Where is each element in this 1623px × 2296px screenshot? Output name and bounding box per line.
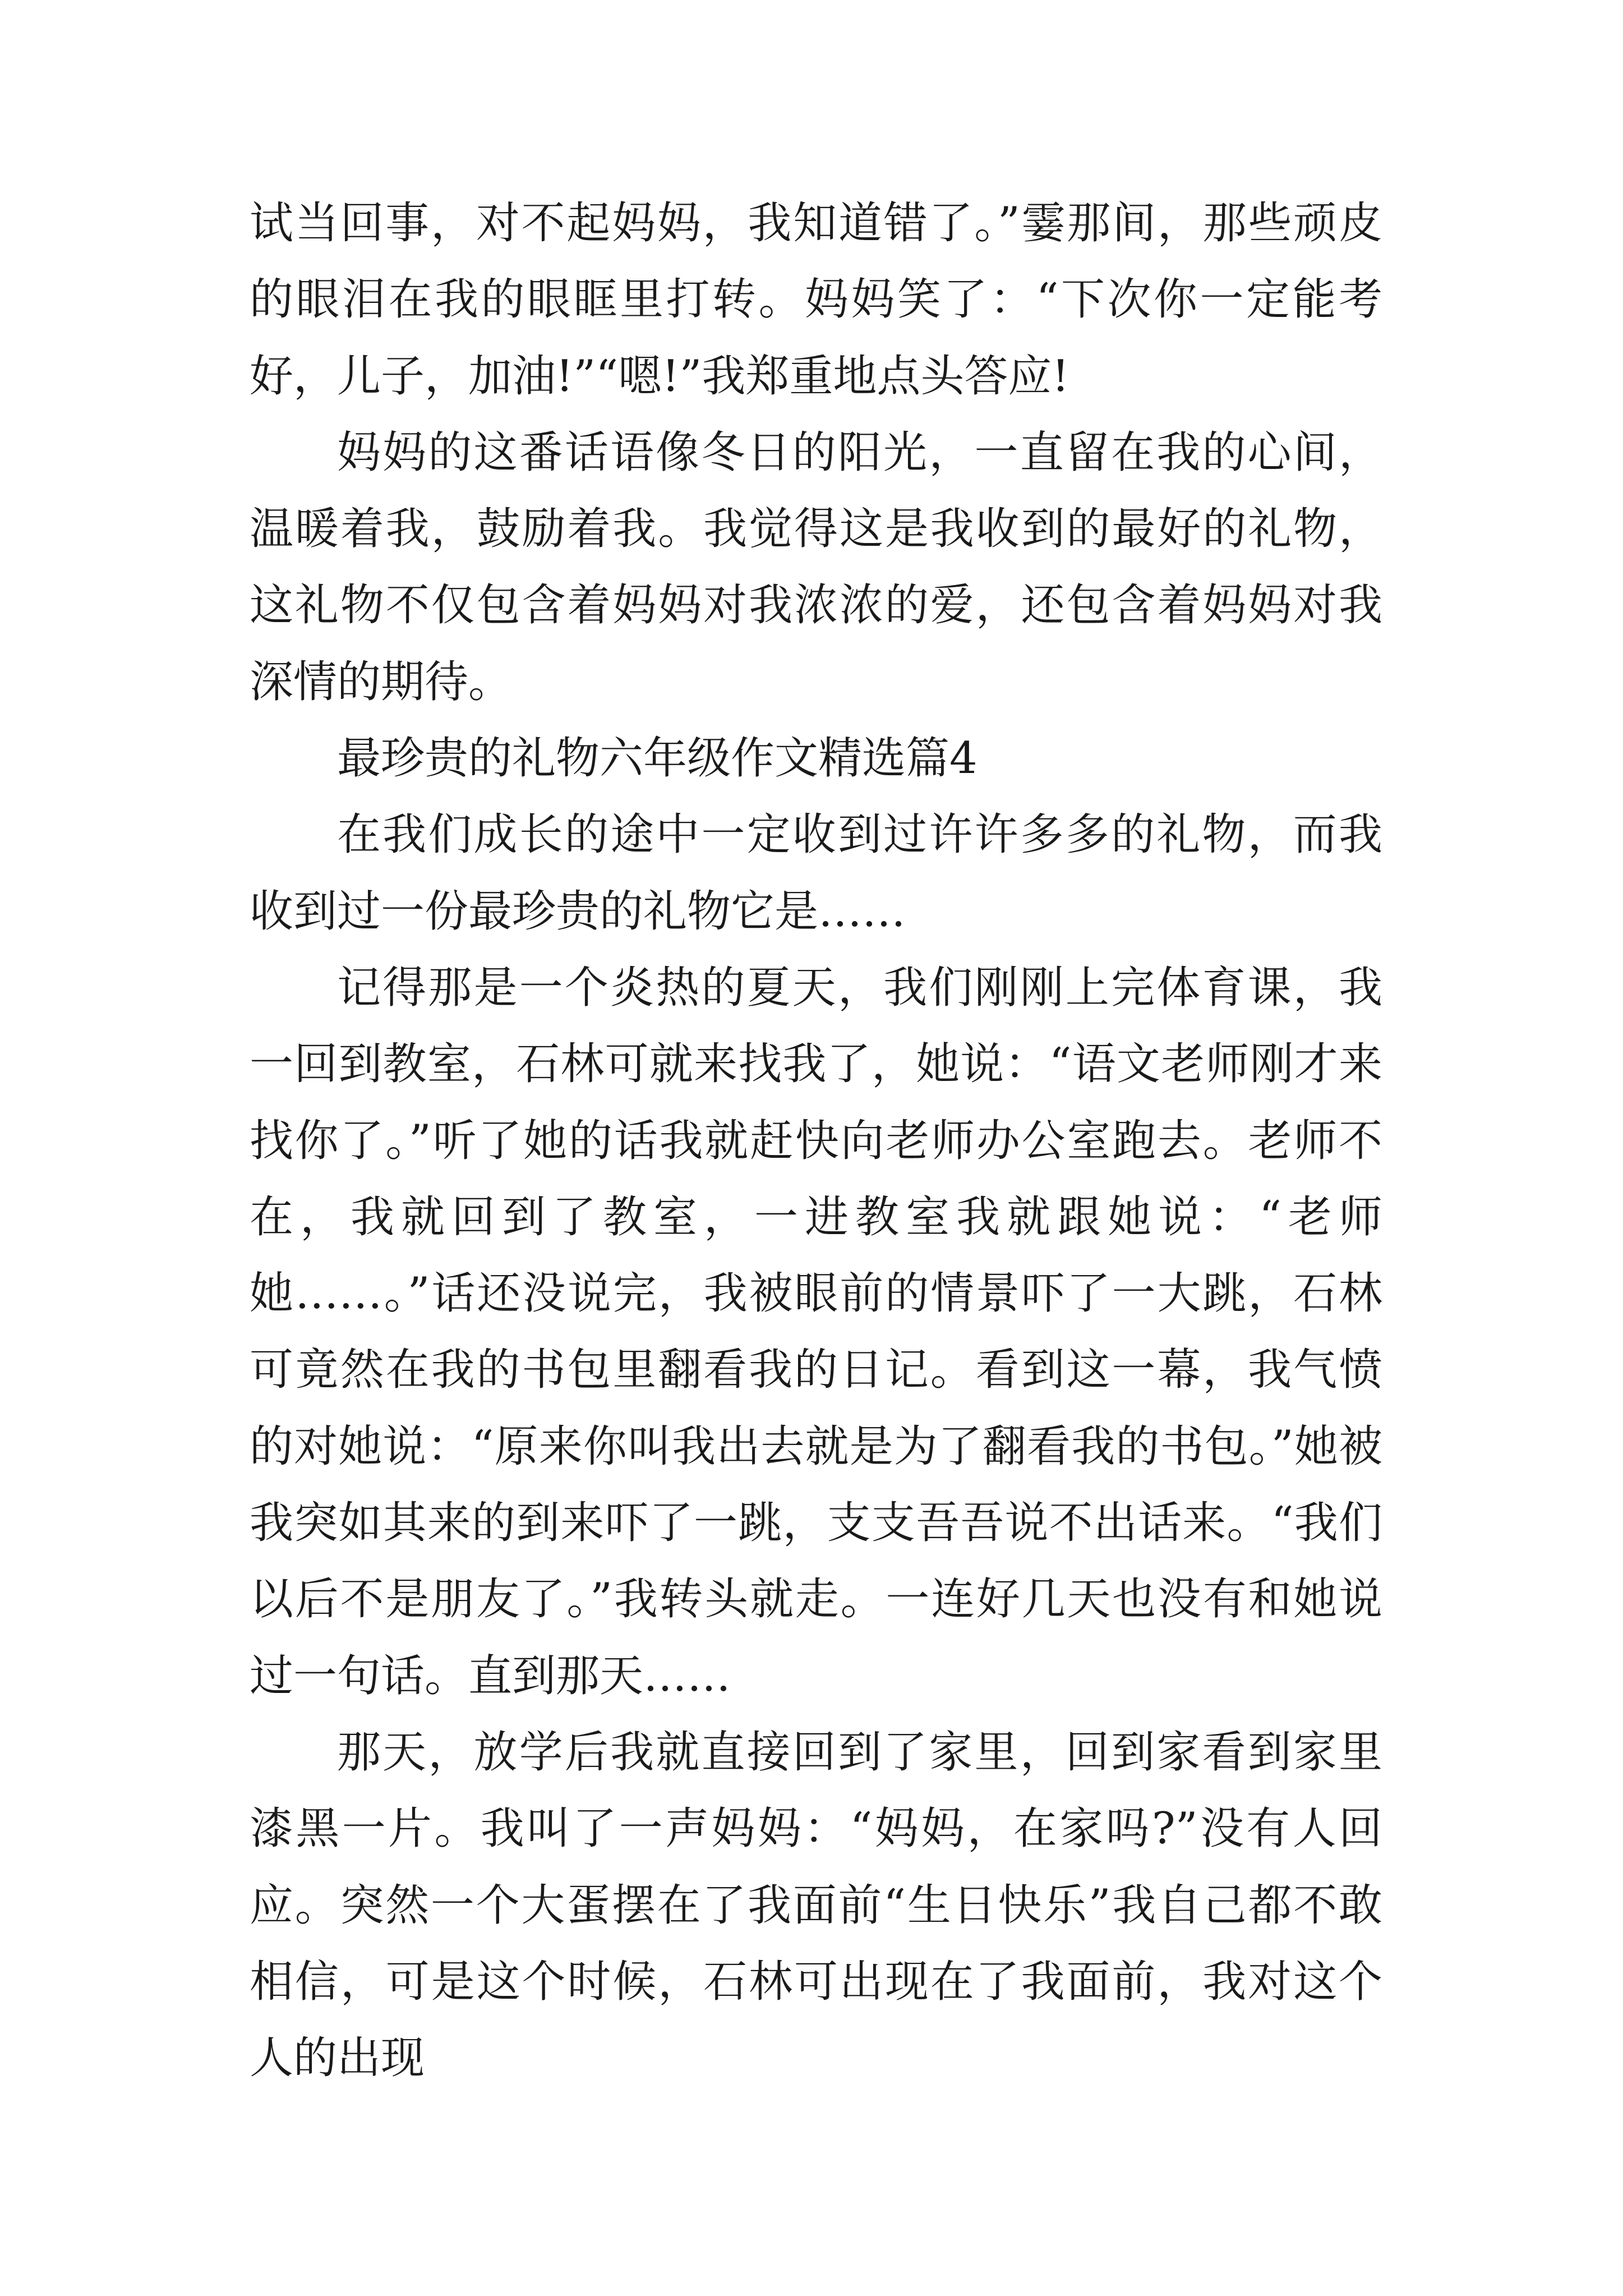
article-body bbox=[250, 185, 1382, 2096]
paragraph-2: 妈妈的这番话语像冬日的阳光，一直留在我的心间，温暖着我，鼓励着我。我觉得这是我收到的最好的礼物，这礼物不仅包含着妈妈对我浓浓的爱，还包含着妈妈对我深情的期待。 bbox=[250, 427, 1382, 707]
paragraph-3: 在我们成长的途中一定收到过许许多多的礼物，而我收到过一份最珍贵的礼物它是…… bbox=[250, 809, 1382, 937]
paragraph-4: 记得那是一个炎热的夏天，我们刚刚上完体育课，我一回到教室，石林可就来找我了，她说：“语文老师刚才来找你了。”听了她的话我就赶快向老师办公室跑去。老师不在，我就回到了教室，一进教室我就跟她说：“老师她……。”话还没说完，我被眼前的情景吓了一大跳，石林可竟然在我的书包里翻看我的日记。看到这一幕，我气愤的对她说：“原来你叫我出去就是为了翻看我的书包。”她被我突如其来的到来吓了一跳，支支吾吾说不出话来。“我们以后不是朋友了。”我转头就走。一连好几天也没有和她说过一句话。直到那天…… bbox=[250, 962, 1382, 1701]
paragraph-5: 那天，放学后我就直接回到了家里，回到家看到家里漆黑一片。我叫了一声妈妈：“妈妈，在家吗?”没有人回应。突然一个大蛋摆在了我面前“生日快乐”我自己都不敢相信，可是这个时候，石林可出现在了我面前，我对这个人的出现 bbox=[250, 1727, 1382, 2084]
section-heading: 最珍贵的礼物六年级作文精选篇4 bbox=[337, 733, 978, 784]
paragraph-1: 试当回事，对不起妈妈，我知道错了。”霎那间，那些顽皮的眼泪在我的眼眶里打转。妈妈笑了：“下次你一定能考好，儿子，加油!”“嗯!”我郑重地点头答应! bbox=[250, 198, 1382, 402]
